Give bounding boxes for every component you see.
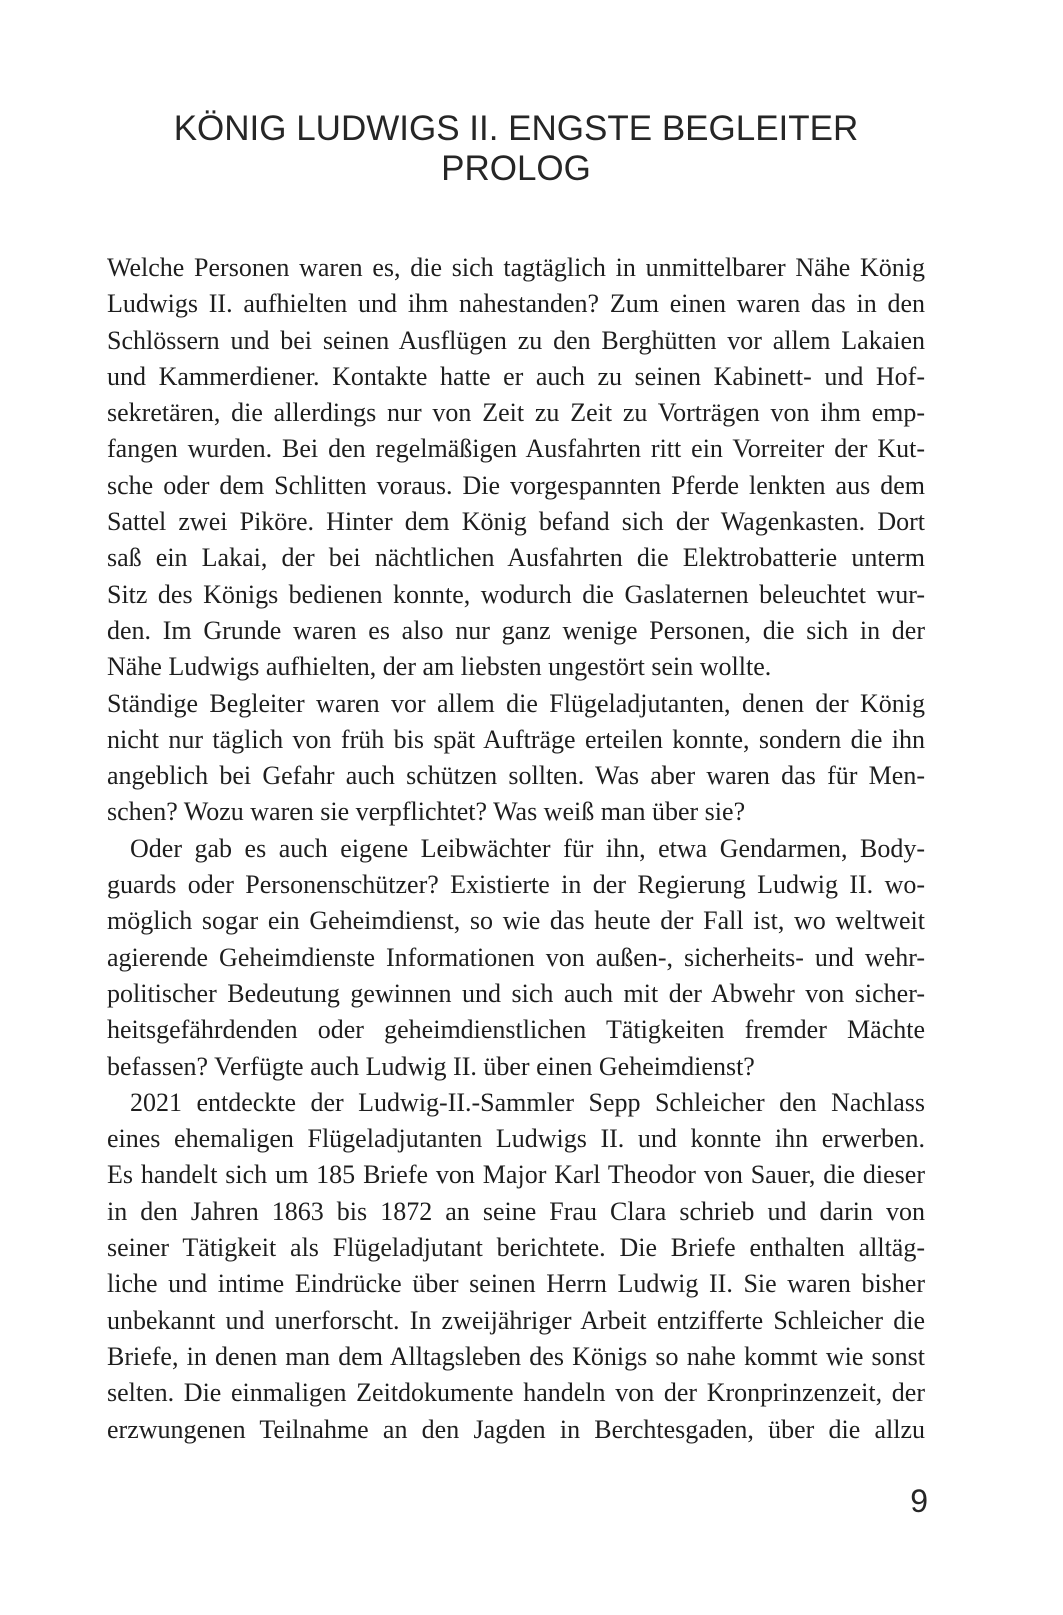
text-line: unbekannt und unerforscht. In zweijähriger Arbeit entzifferte Schleicher die [107, 1305, 925, 1335]
text-line: Sattel zwei Piköre. Hinter dem König befand sich der Wagenkasten. Dort [107, 507, 925, 537]
text-line: seiner Tätigkeit als Flügeladjutant berichtete. Die Briefe enthalten alltäg- [107, 1233, 925, 1263]
text-line: Nähe Ludwigs aufhielten, der am liebsten ungestört sein wollte. [107, 652, 772, 682]
text-line: Briefe, in denen man dem Alltagsleben des Königs so nahe kommt wie sonst [107, 1341, 925, 1371]
text-line: möglich sogar ein Geheimdienst, so wie das heute der Fall ist, wo weltweit [107, 906, 925, 936]
text-line: sekretären, die allerdings nur von Zeit zu Zeit zu Vorträgen von ihm emp- [107, 398, 925, 428]
text-line: und Kammerdiener. Kontakte hatte er auch zu seinen Kabinett- und Hof- [107, 361, 925, 391]
text-line: 2021 entdeckte der Ludwig-II.-Sammler Sepp Schleicher den Nachlass [130, 1087, 925, 1117]
text-line: selten. Die einmaligen Zeitdokumente handeln von der Kronprinzenzeit, der [107, 1378, 925, 1408]
text-line: saß ein Lakai, der bei nächtlichen Ausfahrten die Elektrobatterie unterm [107, 543, 925, 573]
text-line: den. Im Grunde waren es also nur ganz wenige Personen, die sich in der [107, 615, 925, 645]
text-line: Oder gab es auch eigene Leibwächter für ihn, etwa Gendarmen, Body- [130, 833, 925, 863]
text-line: eines ehemaligen Flügeladjutanten Ludwigs II. und konnte ihn erwerben. [107, 1124, 925, 1154]
chapter-subtitle: PROLOG [441, 149, 591, 188]
text-line: in den Jahren 1863 bis 1872 an seine Frau Clara schrieb und darin von [107, 1196, 925, 1226]
paragraph [107, 250, 925, 686]
text-line: Ludwigs II. aufhielten und ihm nahestanden? Zum einen waren das in den [107, 289, 925, 319]
text-line: befassen? Verfügte auch Ludwig II. über einen Geheimdienst? [107, 1051, 755, 1081]
text-line: liche und intime Eindrücke über seinen Herrn Ludwig II. Sie waren bisher [107, 1269, 925, 1299]
body-text [107, 250, 925, 1448]
paragraph [107, 831, 925, 1085]
text-line: heitsgefährdenden oder geheimdienstlichen Tätigkeiten fremder Mächte [107, 1015, 925, 1045]
text-line: schen? Wozu waren sie verpflichtet? Was weiß man über sie? [107, 797, 746, 827]
text-line: guards oder Personenschützer? Existierte in der Regierung Ludwig II. wo- [107, 870, 925, 900]
text-line: politischer Bedeutung gewinnen und sich auch mit der Abwehr von sicher- [107, 978, 925, 1008]
text-line: erzwungenen Teilnahme an den Jagden in Berchtesgaden, über die allzu [107, 1414, 925, 1444]
paragraph [107, 1085, 925, 1448]
text-line: sche oder dem Schlitten voraus. Die vorgespannten Pferde lenkten aus dem [107, 470, 925, 500]
chapter-title: KÖNIG LUDWIGS II. ENGSTE BEGLEITER [173, 109, 859, 148]
text-line: nicht nur täglich von früh bis spät Aufträge erteilen konnte, sondern die ihn [107, 724, 925, 754]
text-line: Es handelt sich um 185 Briefe von Major Karl Theodor von Sauer, die dieser [107, 1160, 925, 1190]
chapter-heading [107, 109, 925, 189]
text-line: agierende Geheimdienste Informationen von außen-, sicherheits- und wehr- [107, 942, 925, 972]
page-number: 9 [910, 1483, 928, 1519]
paragraph [107, 686, 925, 831]
text-line: Sitz des Königs bedienen konnte, wodurch die Gaslaternen beleuchtet wur- [107, 579, 925, 609]
text-line: Ständige Begleiter waren vor allem die Flügeladjutanten, denen der König [107, 688, 925, 718]
text-line: angeblich bei Gefahr auch schützen sollten. Was aber waren das für Men- [107, 761, 925, 791]
text-line: Schlössern und bei seinen Ausflügen zu den Berghütten vor allem Lakaien [107, 325, 925, 355]
text-line: fangen wurden. Bei den regelmäßigen Ausfahrten ritt ein Vorreiter der Kut- [107, 434, 925, 464]
text-line: Welche Personen waren es, die sich tagtäglich in unmittelbarer Nähe König [107, 253, 925, 282]
